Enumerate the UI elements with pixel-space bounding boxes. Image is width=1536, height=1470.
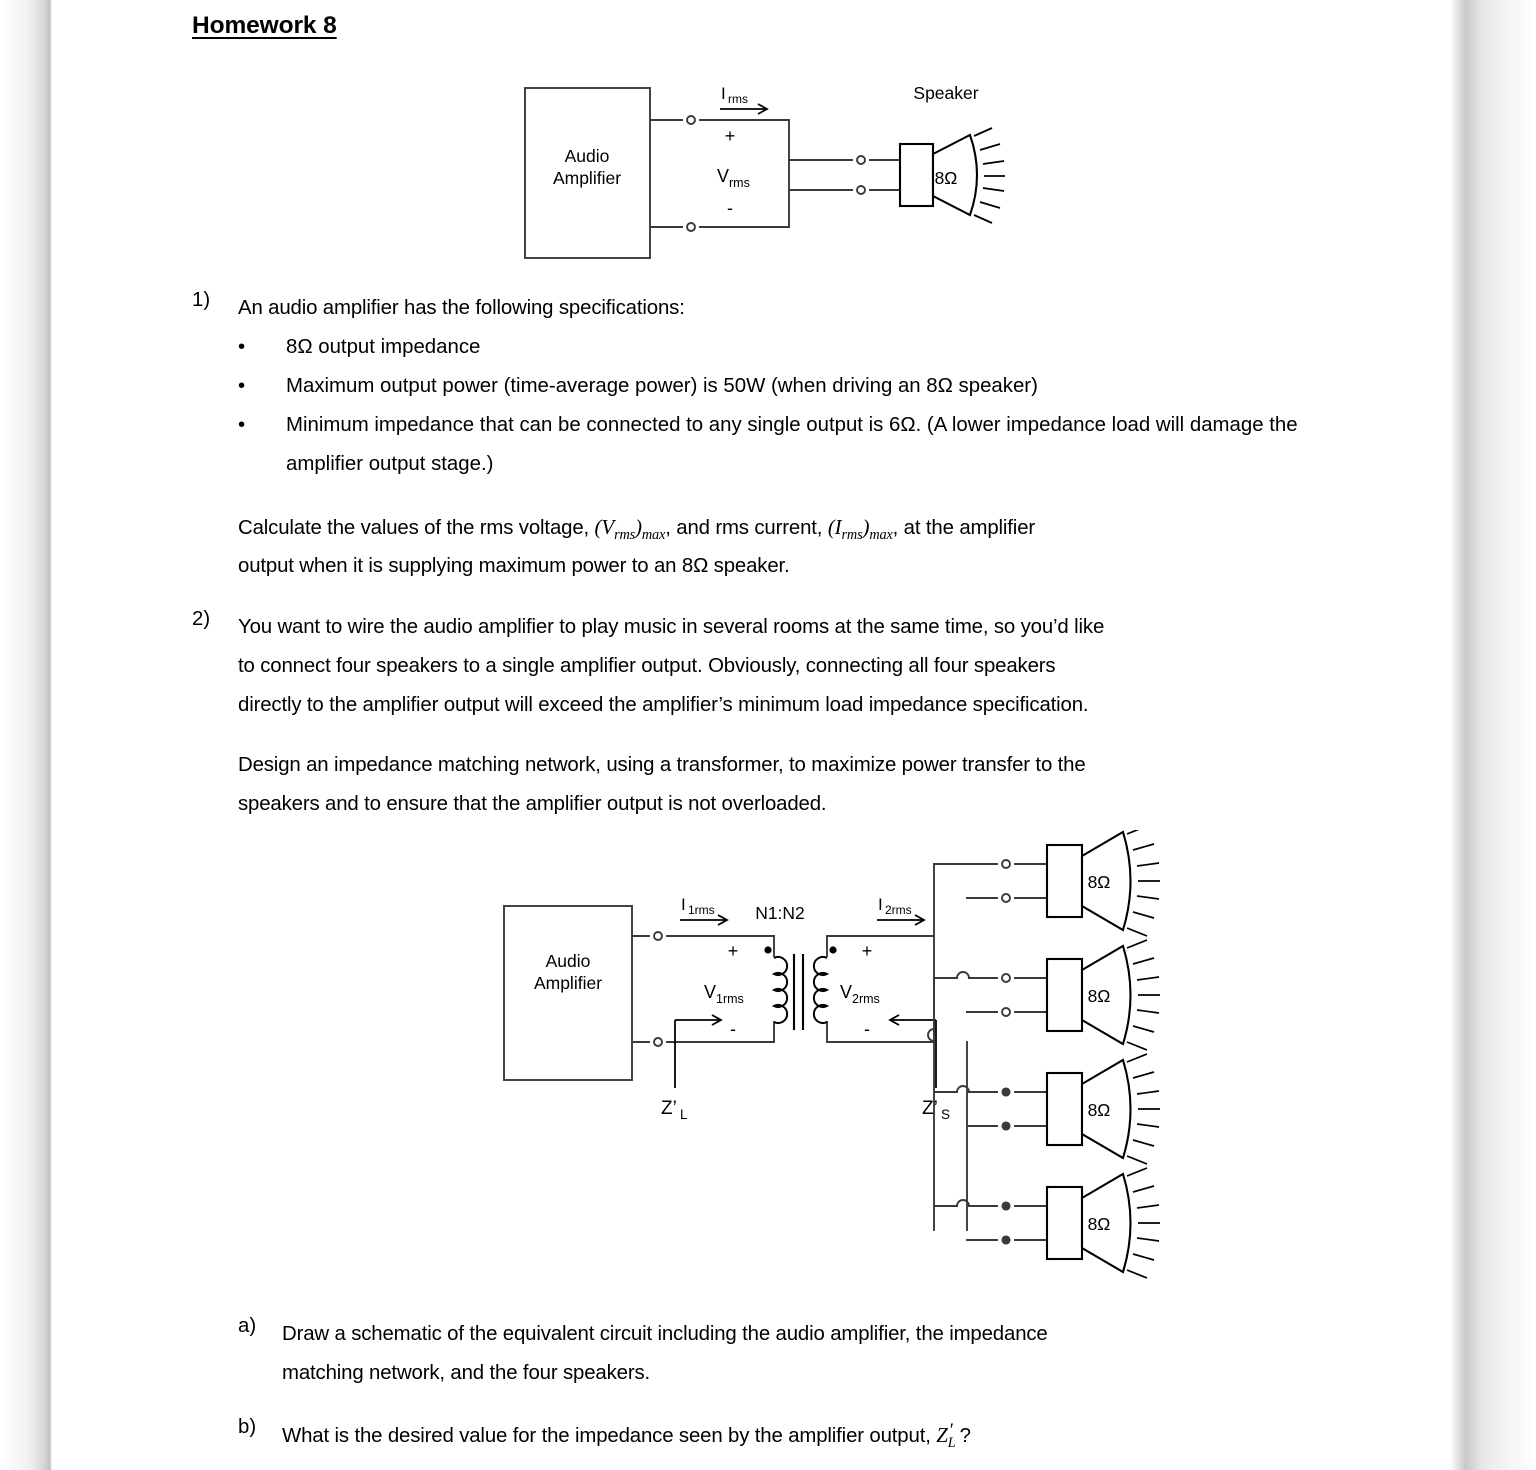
question-1-number: 1) bbox=[192, 289, 211, 311]
zs-label: Z’ bbox=[922, 1098, 938, 1119]
question-2-para1-line1: You want to wire the audio amplifier to play music in several rooms at the same time, so you’d like bbox=[238, 616, 1105, 638]
terminal-dot bbox=[687, 223, 695, 231]
voltage1-label-sub: 1rms bbox=[716, 992, 744, 1006]
speaker-sound-waves bbox=[1127, 1168, 1160, 1278]
polarity-minus-secondary: - bbox=[864, 1019, 870, 1039]
terminal-dot bbox=[1002, 974, 1010, 982]
speaker-voice-coil bbox=[1047, 845, 1082, 917]
speaker-impedance: 8Ω bbox=[934, 168, 958, 188]
list-item bbox=[238, 328, 1368, 367]
document-page bbox=[52, 0, 1450, 1470]
terminal-dot bbox=[1002, 860, 1010, 868]
bullet-icon: • bbox=[238, 375, 246, 397]
speaker-title: Speaker bbox=[913, 83, 979, 103]
voltage1-label: V bbox=[704, 982, 717, 1002]
speaker-voice-coil bbox=[1047, 1073, 1082, 1145]
question-2-para1-line3: directly to the amplifier output will exceed the amplifier’s minimum load impedance specification. bbox=[238, 694, 1089, 716]
list-item bbox=[238, 406, 1368, 484]
current-label: I bbox=[721, 84, 726, 103]
polarity-plus: + bbox=[724, 126, 736, 146]
zs-pointer bbox=[890, 1015, 936, 1088]
question-1-intro: An audio amplifier has the following specifications: bbox=[238, 297, 685, 319]
terminal-dot bbox=[857, 186, 865, 194]
zs-label-sub: S bbox=[941, 1107, 951, 1122]
diagram-transformer-four-speakers bbox=[437, 830, 1237, 1315]
speaker-voice-coil bbox=[1047, 1187, 1082, 1259]
transformer-core bbox=[794, 954, 803, 1030]
speaker-sound-waves bbox=[974, 128, 1005, 223]
current1-label-sub: 1rms bbox=[688, 903, 715, 917]
speaker-impedance: 8Ω bbox=[1087, 986, 1111, 1006]
speaker-impedance: 8Ω bbox=[1087, 872, 1111, 892]
bullet-text: 8Ω output impedance bbox=[286, 336, 481, 358]
math-zl-prime: $Z_L'$ bbox=[936, 1420, 956, 1452]
diagram-amplifier-single-speaker bbox=[522, 72, 1022, 277]
terminal-dot bbox=[1002, 1236, 1009, 1243]
page-title: Homework 8 bbox=[192, 12, 337, 39]
speaker-sound-waves bbox=[1127, 1054, 1160, 1164]
bullet-icon: • bbox=[238, 336, 246, 358]
amplifier-label-line2: Amplifier bbox=[533, 973, 603, 993]
terminal-dot bbox=[654, 1038, 662, 1046]
amplifier-box bbox=[504, 906, 632, 1080]
transformer-secondary-winding bbox=[814, 957, 827, 1023]
speaker-voice-coil bbox=[900, 144, 933, 206]
amplifier-label-line1: Audio bbox=[564, 146, 610, 166]
speaker-impedance: 8Ω bbox=[1087, 1100, 1111, 1120]
terminal-dot bbox=[1002, 1008, 1010, 1016]
page-shadow-right bbox=[1450, 0, 1536, 1470]
current-label-sub: rms bbox=[728, 92, 748, 106]
wire-hop bbox=[957, 972, 969, 978]
polarity-minus: - bbox=[727, 198, 733, 218]
terminal-dot bbox=[1002, 894, 1010, 902]
bullet-icon: • bbox=[238, 414, 246, 436]
question-1-calc-line2: output when it is supplying maximum power to an 8Ω speaker. bbox=[238, 555, 790, 577]
subquestion-b-text bbox=[282, 1416, 1382, 1463]
terminal-dot bbox=[857, 156, 865, 164]
calc-text-pre: Calculate the values of the rms voltage, bbox=[238, 517, 595, 539]
current1-label: I bbox=[681, 895, 686, 914]
subquestion-a-line1: Draw a schematic of the equivalent circuit including the audio amplifier, the impedance bbox=[282, 1323, 1048, 1345]
transformer-polarity-dots bbox=[764, 946, 836, 953]
voltage-label-sub: rms bbox=[729, 176, 750, 190]
voltage2-label-sub: 2rms bbox=[852, 992, 880, 1006]
turns-ratio-label: N1:N2 bbox=[755, 903, 805, 923]
polarity-plus-primary: + bbox=[727, 941, 739, 961]
question-2-para2-line1: Design an impedance matching network, using a transformer, to maximize power transfer to the bbox=[238, 754, 1086, 776]
zl-label: Z’ bbox=[661, 1098, 677, 1119]
current2-label-sub: 2rms bbox=[885, 903, 912, 917]
polarity-plus-secondary: + bbox=[861, 941, 873, 961]
bullet-text: Minimum impedance that can be connected to any single output is 6Ω. (A lower impedance load will damage the amplifier output stage.) bbox=[286, 414, 1298, 475]
list-item bbox=[238, 367, 1368, 406]
subquestion-b-text-post: ? bbox=[959, 1425, 971, 1447]
question-2-para2-line2: speakers and to ensure that the amplifier output is not overloaded. bbox=[238, 793, 827, 815]
subquestion-b-label: b) bbox=[238, 1416, 257, 1438]
terminal-dot bbox=[1002, 1088, 1009, 1095]
terminal-dot bbox=[1002, 1202, 1009, 1209]
speaker-impedance: 8Ω bbox=[1087, 1214, 1111, 1234]
subquestion-b-text-pre: What is the desired value for the impedance seen by the amplifier output, bbox=[282, 1425, 937, 1447]
zl-label-sub: L bbox=[680, 1107, 688, 1122]
transformer-primary-winding bbox=[774, 957, 787, 1023]
polarity-minus-primary: - bbox=[730, 1019, 736, 1039]
speaker-sound-waves bbox=[1127, 940, 1160, 1050]
question-2-number: 2) bbox=[192, 608, 211, 630]
terminal-dot bbox=[1002, 1122, 1009, 1129]
zl-pointer bbox=[675, 1015, 721, 1088]
speaker-voice-coil bbox=[1047, 959, 1082, 1031]
page-shadow-left bbox=[0, 0, 52, 1470]
voltage2-label: V bbox=[840, 982, 853, 1002]
math-irms-max: $(I_{rms})_{max}$ bbox=[827, 515, 893, 544]
current2-label: I bbox=[878, 895, 883, 914]
terminal-dot bbox=[654, 932, 662, 940]
bullet-text: Maximum output power (time-average power) is 50W (when driving an 8Ω speaker) bbox=[286, 375, 1038, 397]
amplifier-label-line2: Amplifier bbox=[552, 168, 622, 188]
speaker-sound-waves bbox=[1127, 830, 1160, 936]
subquestion-a-line2: matching network, and the four speakers. bbox=[282, 1362, 651, 1384]
question-1-bullets bbox=[238, 328, 1368, 484]
terminal-dot bbox=[687, 116, 695, 124]
calc-text-post: , at the amplifier bbox=[892, 517, 1036, 539]
question-2-para1-line2: to connect four speakers to a single amplifier output. Obviously, connecting all four speakers bbox=[238, 655, 1056, 677]
voltage-label: V bbox=[717, 166, 730, 186]
calc-text-mid: , and rms current, bbox=[665, 517, 828, 539]
subquestion-a-label: a) bbox=[238, 1315, 257, 1337]
amplifier-label-line1: Audio bbox=[545, 951, 591, 971]
math-vrms-max: $(V_{rms})_{max}$ bbox=[594, 515, 666, 544]
